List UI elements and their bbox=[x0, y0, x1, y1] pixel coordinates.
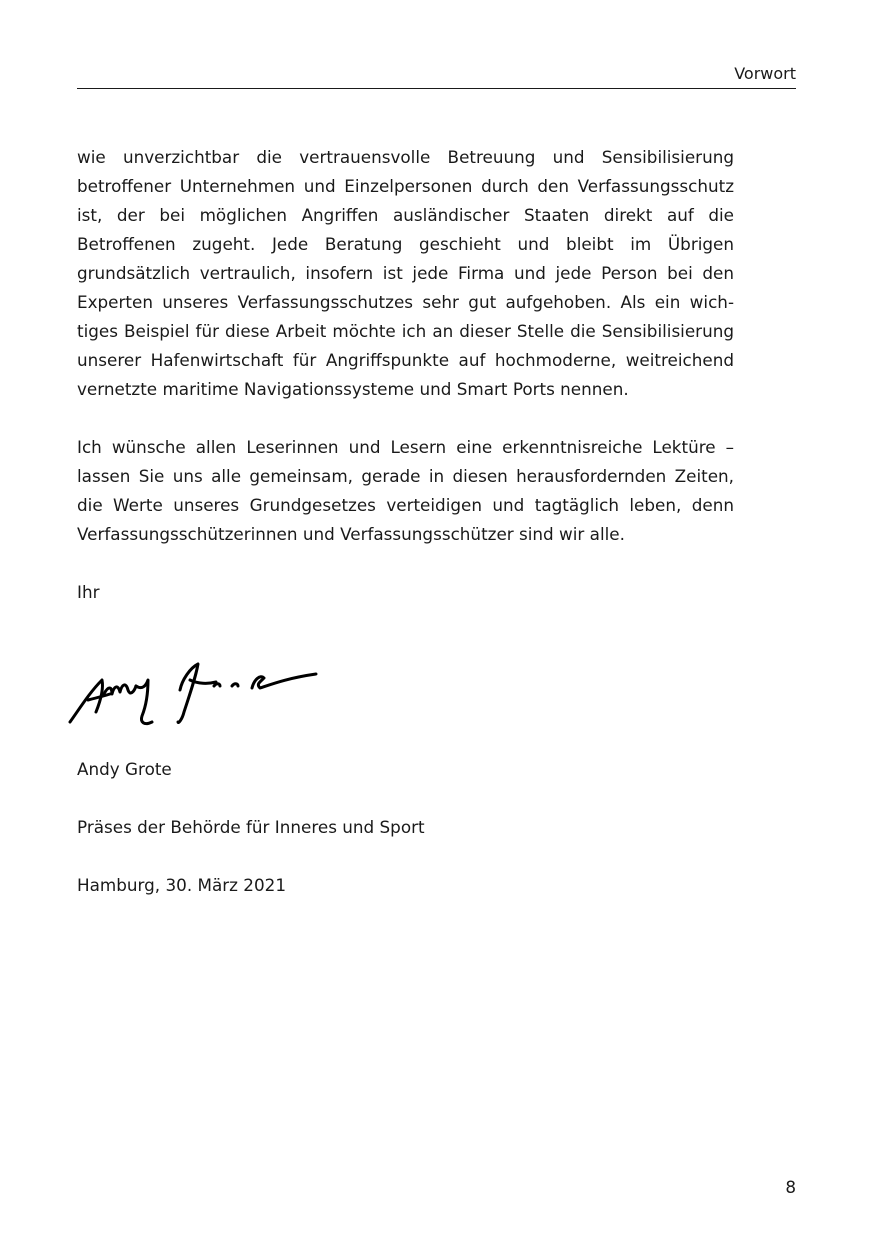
signatory-role: Präses der Behörde für Inneres und Sport bbox=[77, 817, 425, 837]
running-header bbox=[77, 62, 796, 89]
signatory-name: Andy Grote bbox=[77, 759, 172, 779]
paragraph-2: Ich wünsche allen Leserinnen und Lesern eine erkenntnisreiche Lektüre – lassen Sie uns alle gemeinsam, gerade in diesen herausfordernden Zeiten, die Werte unseres Grundgesetzes verteidigen und tagtäglich leben, denn Verfassungsschützerinnen und Verfassungsschützer sind wir alle. bbox=[77, 437, 734, 544]
body-text bbox=[77, 143, 734, 607]
paragraph-1: wie unverzichtbar die vertrauensvolle Betreuung und Sensibilisierung betroffener Unternehmen und Einzelpersonen durch den Verfassungsschutz ist, der bei möglichen Angriffen ausländischer Staaten direkt auf die Betroffenen zugeht. Jede Beratung geschieht und bleibt im Übrigen grundsätzlich vertraulich, insofern ist jede Firma und jede Person bei den Experten unseres Verfassungsschutzes sehr gut aufgehoben. Als ein wichtiges Beispiel für diese Arbeit möchte ich an dieser Stelle die Sensibilisierung unserer Hafenwirtschaft für Angriffspunkte auf hochmoderne, weitreichend vernetzte maritime Navigationssysteme und Smart Ports nennen. bbox=[77, 147, 734, 399]
handwritten-signature bbox=[66, 650, 326, 735]
place-and-date: Hamburg, 30. März 2021 bbox=[77, 875, 286, 895]
page-number: 8 bbox=[785, 1177, 796, 1197]
section-title: Vorwort bbox=[734, 64, 796, 83]
closing-salutation: Ihr bbox=[77, 582, 100, 602]
